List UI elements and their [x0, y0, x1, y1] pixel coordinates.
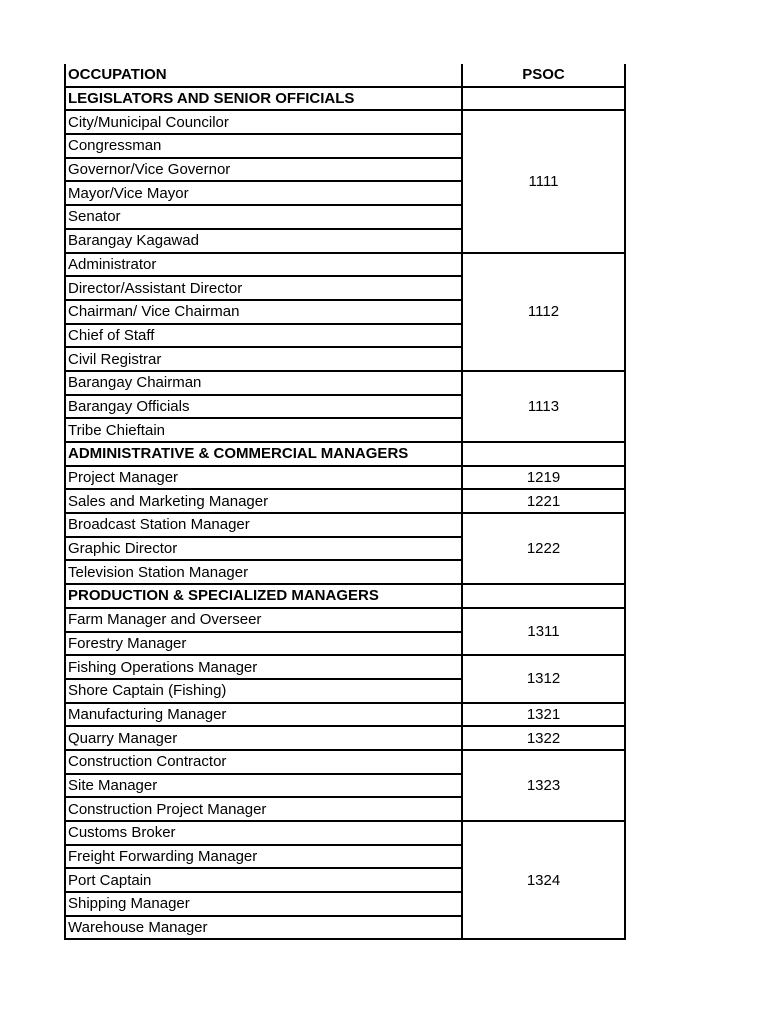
occupation-cell: Construction Project Manager: [65, 797, 462, 821]
occupation-cell: Farm Manager and Overseer: [65, 608, 462, 632]
table-row: [65, 489, 625, 513]
table-row: [65, 750, 625, 774]
table-row: [65, 703, 625, 727]
section-row: [65, 442, 625, 466]
psoc-code-cell: 1322: [462, 726, 625, 750]
section-heading: ADMINISTRATIVE & COMMERCIAL MANAGERS: [65, 442, 462, 466]
occupation-cell: Graphic Director: [65, 537, 462, 561]
occupation-cell: Chief of Staff: [65, 324, 462, 348]
section-heading: PRODUCTION & SPECIALIZED MANAGERS: [65, 584, 462, 608]
table-row: [65, 466, 625, 490]
occupation-cell: Fishing Operations Manager: [65, 655, 462, 679]
occupation-cell: Manufacturing Manager: [65, 703, 462, 727]
occupation-cell: Barangay Kagawad: [65, 229, 462, 253]
psoc-table: [64, 64, 626, 940]
occupation-cell: Director/Assistant Director: [65, 276, 462, 300]
table-row: [65, 726, 625, 750]
occupation-cell: Broadcast Station Manager: [65, 513, 462, 537]
occupation-cell: Television Station Manager: [65, 560, 462, 584]
section-row: [65, 87, 625, 111]
occupation-cell: Administrator: [65, 253, 462, 277]
psoc-code-cell: 1312: [462, 655, 625, 702]
psoc-code-cell: 1311: [462, 608, 625, 655]
psoc-code-cell: [462, 584, 625, 608]
occupation-cell: Governor/Vice Governor: [65, 158, 462, 182]
table-row: [65, 608, 625, 632]
occupation-cell: Mayor/Vice Mayor: [65, 181, 462, 205]
psoc-code-cell: 1221: [462, 489, 625, 513]
occupation-cell: Warehouse Manager: [65, 916, 462, 940]
occupation-cell: Construction Contractor: [65, 750, 462, 774]
table-row: [65, 253, 625, 277]
psoc-code-cell: 1324: [462, 821, 625, 939]
psoc-column-header: PSOC: [462, 64, 625, 87]
section-row: [65, 584, 625, 608]
table-row: [65, 655, 625, 679]
occupation-cell: Quarry Manager: [65, 726, 462, 750]
psoc-code-cell: 1219: [462, 466, 625, 490]
table-row: [65, 513, 625, 537]
occupation-cell: Project Manager: [65, 466, 462, 490]
table-body: [65, 64, 625, 939]
occupation-cell: Senator: [65, 205, 462, 229]
header-row: [65, 64, 625, 87]
psoc-code-cell: 1222: [462, 513, 625, 584]
occupation-cell: Customs Broker: [65, 821, 462, 845]
table-row: [65, 110, 625, 134]
occupation-cell: Tribe Chieftain: [65, 418, 462, 442]
occupation-column-header: OCCUPATION: [65, 64, 462, 87]
psoc-code-cell: 1321: [462, 703, 625, 727]
occupation-cell: Chairman/ Vice Chairman: [65, 300, 462, 324]
occupation-code-sheet: [64, 64, 624, 940]
psoc-code-cell: 1113: [462, 371, 625, 442]
psoc-code-cell: 1112: [462, 253, 625, 371]
table-row: [65, 821, 625, 845]
occupation-cell: Civil Registrar: [65, 347, 462, 371]
occupation-cell: Port Captain: [65, 868, 462, 892]
occupation-cell: Congressman: [65, 134, 462, 158]
psoc-code-cell: [462, 442, 625, 466]
section-heading: LEGISLATORS AND SENIOR OFFICIALS: [65, 87, 462, 111]
occupation-cell: Barangay Chairman: [65, 371, 462, 395]
occupation-cell: City/Municipal Councilor: [65, 110, 462, 134]
psoc-code-cell: 1323: [462, 750, 625, 821]
psoc-code-cell: [462, 87, 625, 111]
table-row: [65, 371, 625, 395]
occupation-cell: Site Manager: [65, 774, 462, 798]
occupation-cell: Forestry Manager: [65, 632, 462, 656]
occupation-cell: Shipping Manager: [65, 892, 462, 916]
occupation-cell: Shore Captain (Fishing): [65, 679, 462, 703]
occupation-cell: Freight Forwarding Manager: [65, 845, 462, 869]
occupation-cell: Sales and Marketing Manager: [65, 489, 462, 513]
psoc-code-cell: 1111: [462, 110, 625, 252]
occupation-cell: Barangay Officials: [65, 395, 462, 419]
